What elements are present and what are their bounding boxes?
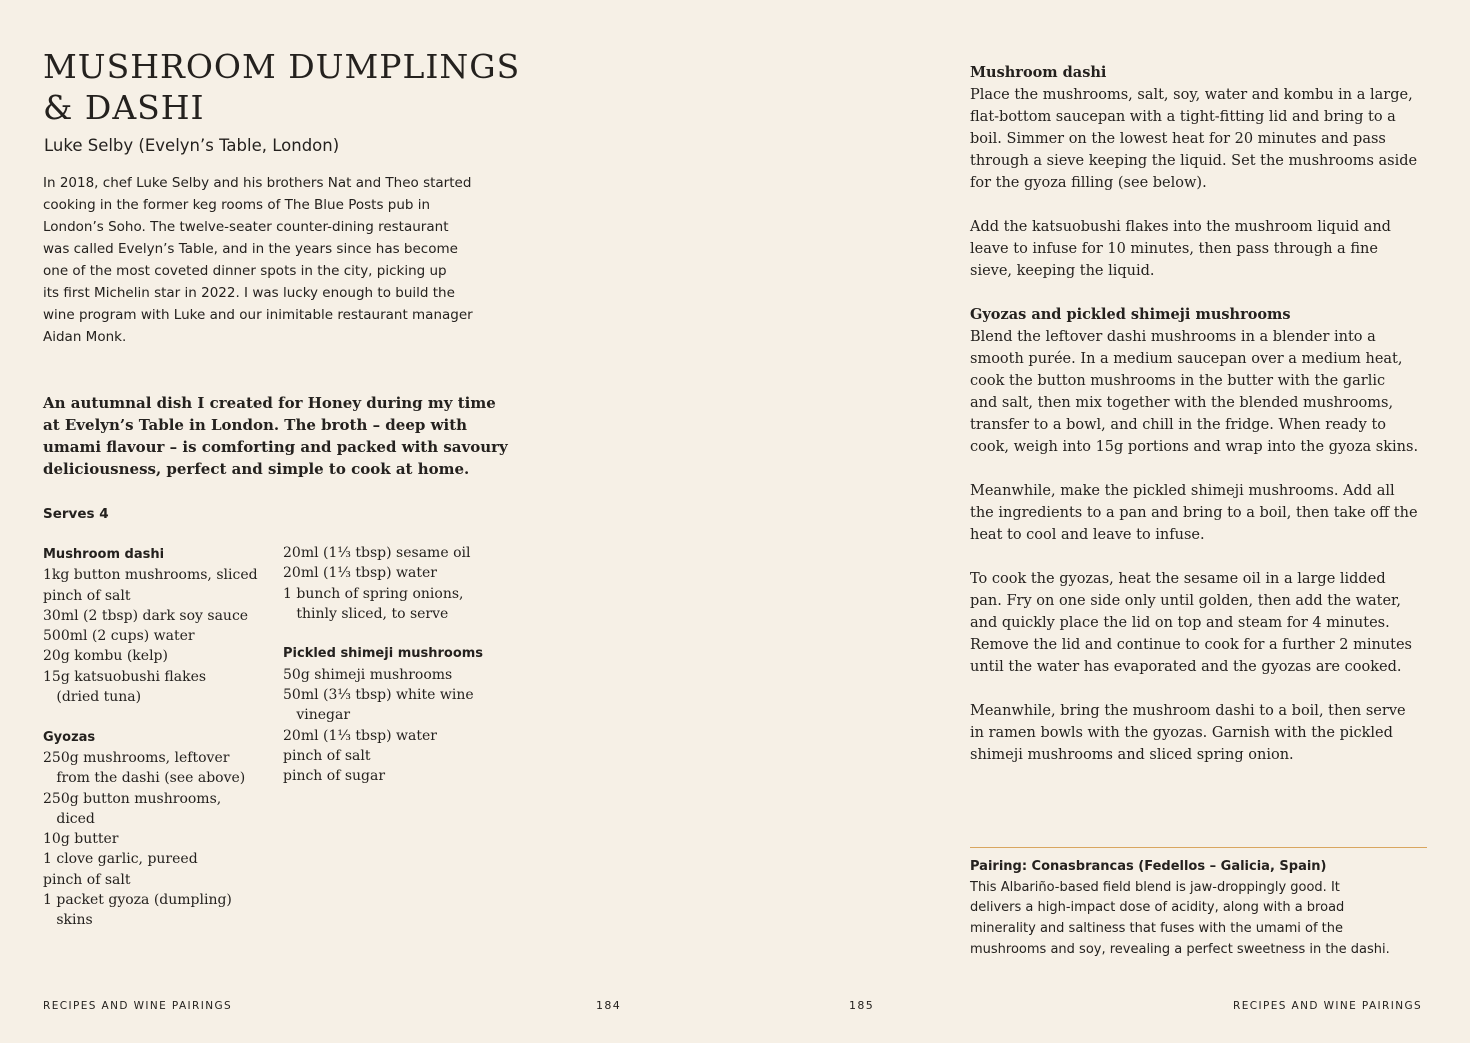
spacer	[970, 194, 1435, 216]
ingredient-item: 1 clove garlic, pureed	[43, 851, 198, 868]
intro-line: wine program with Luke and our inimitable restaurant manager	[43, 307, 473, 323]
running-footer: RECIPES AND WINE PAIRINGS	[1233, 1000, 1423, 1012]
ingredient-item: vinegar	[283, 707, 351, 724]
title-line: & DASHI	[43, 88, 205, 127]
title-line: MUSHROOM DUMPLINGS	[43, 47, 521, 86]
intro-line: cooking in the former keg rooms of The Blue Posts pub in	[43, 197, 431, 213]
method-line: pan. Fry on one side only until golden, then add the water,	[970, 593, 1402, 609]
ingredient-item: 15g katsuobushi flakes	[43, 668, 207, 685]
spacer	[283, 624, 513, 644]
spacer	[970, 546, 1435, 568]
ingredients-column-2	[283, 543, 513, 787]
method-line: Meanwhile, make the pickled shimeji mushrooms. Add all	[970, 483, 1395, 499]
ingredient-item: 50g shimeji mushrooms	[283, 666, 453, 683]
lede-line: umami flavour – is comforting and packed with savoury	[43, 438, 508, 456]
pairing-line: delivers a high-impact dose of acidity, along with a broad	[970, 900, 1345, 916]
ingredients-column-1	[43, 545, 273, 931]
method-line: leave to infuse for 10 minutes, then pass through a fine	[970, 241, 1378, 257]
intro-line: Aidan Monk.	[43, 329, 127, 345]
pairing-line: mushrooms and soy, revealing a perfect sweetness in the dashi.	[970, 941, 1390, 957]
spacer	[970, 282, 1435, 304]
recipe-title	[43, 46, 563, 128]
method-line: the ingredients to a pan and bring to a boil, then take off the	[970, 505, 1418, 521]
method-line: transfer to a bowl, and chill in the fridge. When ready to	[970, 417, 1387, 433]
ingredient-group-heading: Gyozas	[43, 729, 96, 745]
method-line: for the gyoza filling (see below).	[970, 175, 1207, 191]
method-line: shimeji mushrooms and sliced spring onion.	[970, 747, 1294, 763]
intro-line: In 2018, chef Luke Selby and his brothers Nat and Theo started	[43, 175, 472, 191]
method-line: until the water has evaporated and the gyozas are cooked.	[970, 659, 1402, 675]
method-line: To cook the gyozas, heat the sesame oil in a large lidded	[970, 571, 1386, 587]
ingredient-item: 250g mushrooms, leftover	[43, 749, 230, 766]
page-number: 185	[849, 999, 875, 1012]
ingredient-item: pinch of sugar	[283, 768, 386, 785]
ingredient-item: 20ml (1⅓ tbsp) sesame oil	[283, 545, 471, 561]
serves-label: Serves 4	[43, 506, 109, 522]
ingredient-item: pinch of salt	[43, 871, 131, 888]
method-line: in ramen bowls with the gyozas. Garnish with the pickled	[970, 725, 1393, 741]
method-line: heat to cool and leave to infuse.	[970, 527, 1205, 543]
method-line: Place the mushrooms, salt, soy, water and kombu in a large,	[970, 87, 1413, 103]
ingredient-item: pinch of salt	[283, 747, 371, 764]
right-page	[735, 0, 1470, 1043]
intro-line: one of the most coveted dinner spots in the city, picking up	[43, 263, 447, 279]
method-line: and salt, then mix together with the blended mushrooms,	[970, 395, 1394, 411]
lede-line: deliciousness, perfect and simple to cook at home.	[43, 460, 470, 478]
ingredient-item: 20ml (1⅓ tbsp) water	[283, 565, 437, 582]
lede-paragraph	[43, 392, 513, 480]
ingredient-item: 30ml (2 tbsp) dark soy sauce	[43, 607, 249, 624]
ingredient-item: 1kg button mushrooms, sliced	[43, 567, 258, 584]
method-line: boil. Simmer on the lowest heat for 20 minutes and pass	[970, 131, 1386, 147]
ingredient-group-heading: Pickled shimeji mushrooms	[283, 646, 484, 662]
ingredient-item: diced	[43, 810, 95, 827]
method-line: cook, weigh into 15g portions and wrap into the gyoza skins.	[970, 439, 1419, 455]
intro-line: London’s Soho. The twelve-seater counter-dining restaurant	[43, 219, 449, 235]
intro-paragraph	[43, 172, 513, 348]
ingredient-item: 20g kombu (kelp)	[43, 648, 168, 665]
running-footer: RECIPES AND WINE PAIRINGS	[43, 1000, 233, 1012]
page-number: 184	[596, 999, 622, 1012]
method-line: through a sieve keeping the liquid. Set the mushrooms aside	[970, 153, 1418, 169]
pairing-line: This Albariño-based field blend is jaw-droppingly good. It	[970, 879, 1340, 895]
ingredient-item: 1 packet gyoza (dumpling)	[43, 892, 232, 909]
ingredient-item: skins	[43, 912, 93, 929]
ingredient-item: 20ml (1⅓ tbsp) water	[283, 727, 437, 744]
pairing-heading: Pairing: Conasbrancas (Fedellos – Galicia, Spain)	[970, 859, 1327, 874]
wine-pairing	[970, 857, 1435, 961]
method-line: Meanwhile, bring the mushroom dashi to a boil, then serve	[970, 703, 1406, 719]
ingredient-item: (dried tuna)	[43, 689, 142, 706]
pairing-line: minerality and saltiness that fuses with the umami of the	[970, 921, 1344, 937]
spacer	[970, 678, 1435, 700]
ingredient-group-heading: Mushroom dashi	[43, 547, 165, 562]
method-line: Add the katsuobushi flakes into the mushroom liquid and	[970, 219, 1391, 235]
method-section	[970, 62, 1435, 766]
recipe-subtitle: Luke Selby (Evelyn’s Table, London)	[44, 136, 340, 155]
ingredient-item: 250g button mushrooms,	[43, 790, 222, 807]
ingredient-item: 50ml (3⅓ tbsp) white wine	[283, 687, 474, 704]
spacer	[43, 707, 273, 727]
intro-line: was called Evelyn’s Table, and in the years since has become	[43, 241, 458, 257]
method-heading: Mushroom dashi	[970, 64, 1107, 81]
method-line: and quickly place the lid on top and steam for 4 minutes.	[970, 615, 1390, 631]
ingredient-item: from the dashi (see above)	[43, 770, 246, 787]
method-line: sieve, keeping the liquid.	[970, 263, 1155, 279]
method-line: Blend the leftover dashi mushrooms in a blender into a	[970, 329, 1376, 345]
spacer	[970, 458, 1435, 480]
lede-line: An autumnal dish I created for Honey during my time	[43, 394, 496, 412]
lede-line: at Evelyn’s Table in London. The broth – deep with	[43, 416, 468, 434]
method-line: flat-bottom saucepan with a tight-fitting lid and bring to a	[970, 109, 1396, 125]
ingredient-item: 1 bunch of spring onions,	[283, 585, 464, 602]
pairing-divider	[970, 847, 1427, 848]
method-line: cook the button mushrooms in the butter with the garlic	[970, 373, 1386, 389]
ingredient-item: thinly sliced, to serve	[283, 605, 449, 622]
intro-line: its first Michelin star in 2022. I was lucky enough to build the	[43, 285, 455, 301]
ingredient-item: pinch of salt	[43, 587, 131, 604]
ingredient-item: 500ml (2 cups) water	[43, 628, 195, 645]
method-line: Remove the lid and continue to cook for a further 2 minutes	[970, 637, 1412, 653]
method-heading: Gyozas and pickled shimeji mushrooms	[970, 306, 1291, 323]
method-line: smooth purée. In a medium saucepan over a medium heat,	[970, 351, 1403, 367]
ingredient-item: 10g butter	[43, 831, 119, 848]
